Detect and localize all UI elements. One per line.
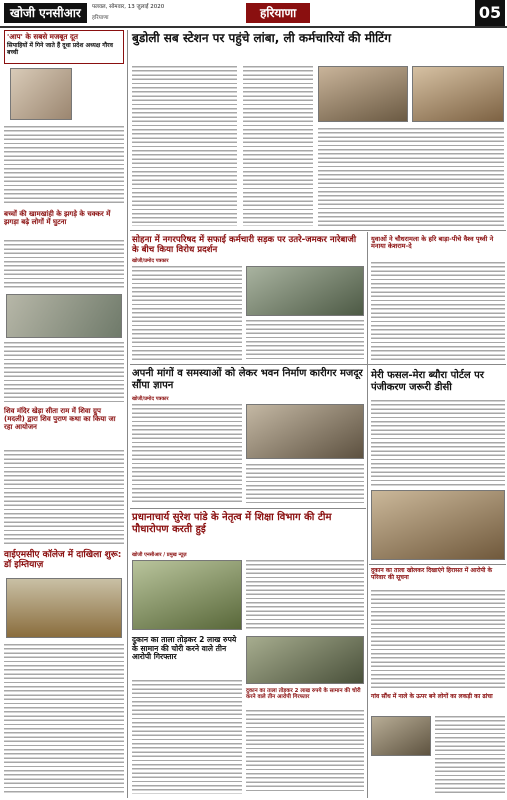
column-divider-right [367, 232, 368, 798]
center-article-text-1 [132, 404, 242, 504]
mid-byline: खोजी/प्रमोद पत्रकार [132, 258, 169, 264]
right-top-headline: युवाओं ने चौधरामला के हरि बाड़ा-पीचे वैश्व पृथ्वी ने मनाया केशराम-दे [371, 235, 494, 251]
right-lower-photo [371, 716, 431, 756]
center-byline: खोजी/प्रमोद पत्रकार [132, 396, 169, 402]
right-mid-photo [371, 490, 505, 560]
mid-article-text-1 [132, 266, 242, 360]
lead-photo-2 [412, 66, 504, 122]
left-headline-4: वाईएमसीए कॉलेज में दाखिला शुरू: डॉ इम्तियाज़ [4, 550, 122, 571]
divider-1 [130, 230, 506, 231]
masthead [0, 0, 507, 28]
left-article-text-2 [4, 240, 124, 290]
page-number: 05 [475, 0, 505, 26]
education-photo [132, 560, 242, 630]
shop-headline: दुकान का ताला तोड़कर 2 लाख रुपये के सामान की चोरी करने वाले तीन आरोपी गिरफ्तार [132, 635, 237, 662]
column-divider-left [127, 30, 128, 798]
lead-photo-1 [318, 66, 408, 122]
divider-2 [130, 364, 506, 365]
lead-article-text-3 [318, 128, 504, 226]
left-article-text [4, 126, 124, 206]
education-byline: खोजी एनसीआर / प्रमुख न्यूज़ [132, 552, 187, 558]
left-kicker: 'आप' के सबसे मजबूत दूत [7, 32, 78, 41]
college-photo [6, 578, 122, 638]
left-article-text-4 [4, 450, 124, 545]
left-headline-3: शिव मंदिर खेड़ा सीता राम में शिवा ग्रुप (मदली) द्वारा शिव पुराण कथा का किया जा रहा आयोजन [4, 407, 116, 432]
right-lower-headline: दुकान का ताला खोलकर दिखाएंगे हिरासत में आरोपी के परिवार की सूचना [371, 567, 493, 581]
left-kicker-box [4, 30, 124, 64]
center-photo [246, 404, 364, 459]
lead-article-text-1 [132, 66, 237, 226]
shop-headline-2: दुकान का ताला तोड़कर 2 लाख रुपये के सामान की चोरी करने वाले तीन आरोपी गिरफ्तार [246, 688, 361, 701]
divider-4 [369, 564, 506, 565]
date-line: पलवल, सोमवार, 13 जुलाई 2020 [92, 4, 165, 10]
education-article-text [246, 560, 364, 630]
left-article-text-3 [4, 342, 124, 402]
left-article-text-5 [4, 644, 124, 794]
right-lower-headline-2: गांव सौंध में नाले के ऊपर बने लोगों का लकड़ी का ढांचा [371, 693, 493, 700]
education-headline: प्रधानाचार्य सुरेश पांडे के नेतृत्व में शिक्षा विभाग की टीम पौधारोपण करती हुई [132, 512, 332, 535]
center-headline: अपनी मांगों व समस्याओं को लेकर भवन निर्माण कारीगर मजदूर सौंपा ज्ञापन [132, 368, 363, 391]
section-tag: हरियाणा [246, 3, 310, 23]
mid-article-text-2 [246, 320, 364, 360]
brand-logo: खोजी एनसीआर [4, 3, 87, 23]
city-line: हरियाणा [92, 15, 109, 21]
left-headline-2: बच्चों की खामखांही के झगड़े के चक्कर में झगड़ा बढ़े लोगों में घुटना [4, 210, 111, 227]
left-headline-1: सिपाहियों में गिने जाते हैं दूधा प्रदेश अध्यक्ष गौरव बच्ची [7, 41, 113, 56]
group-photo [6, 294, 122, 338]
shop-article-text-2 [246, 710, 364, 794]
right-mid-text [371, 400, 505, 488]
mid-headline: सोहना में नगरपरिषद में सफाई कर्मचारी सड़क पर उतरे-जमकर नारेबाजी के बीच किया विरोध प्रदर्शन [132, 235, 357, 255]
lead-headline: बुडोली सब स्टेशन पर पहुंचे लांबा, ली कर्मचारियों की मीटिंग [132, 31, 391, 45]
center-article-text-2 [246, 464, 364, 504]
right-lower-text-2 [435, 716, 505, 794]
portrait-photo [10, 68, 72, 120]
shop-photo [246, 636, 364, 684]
right-mid-headline: मेरी फसल-मेरा ब्यौरा पोर्टल पर पंजीकरण जरूरी डीसी [371, 370, 484, 393]
shop-article-text [132, 680, 242, 794]
lead-article-text-2 [243, 66, 313, 226]
right-lower-text [371, 590, 505, 690]
mid-photo [246, 266, 364, 316]
divider-3 [130, 508, 366, 509]
right-top-text [371, 262, 505, 360]
